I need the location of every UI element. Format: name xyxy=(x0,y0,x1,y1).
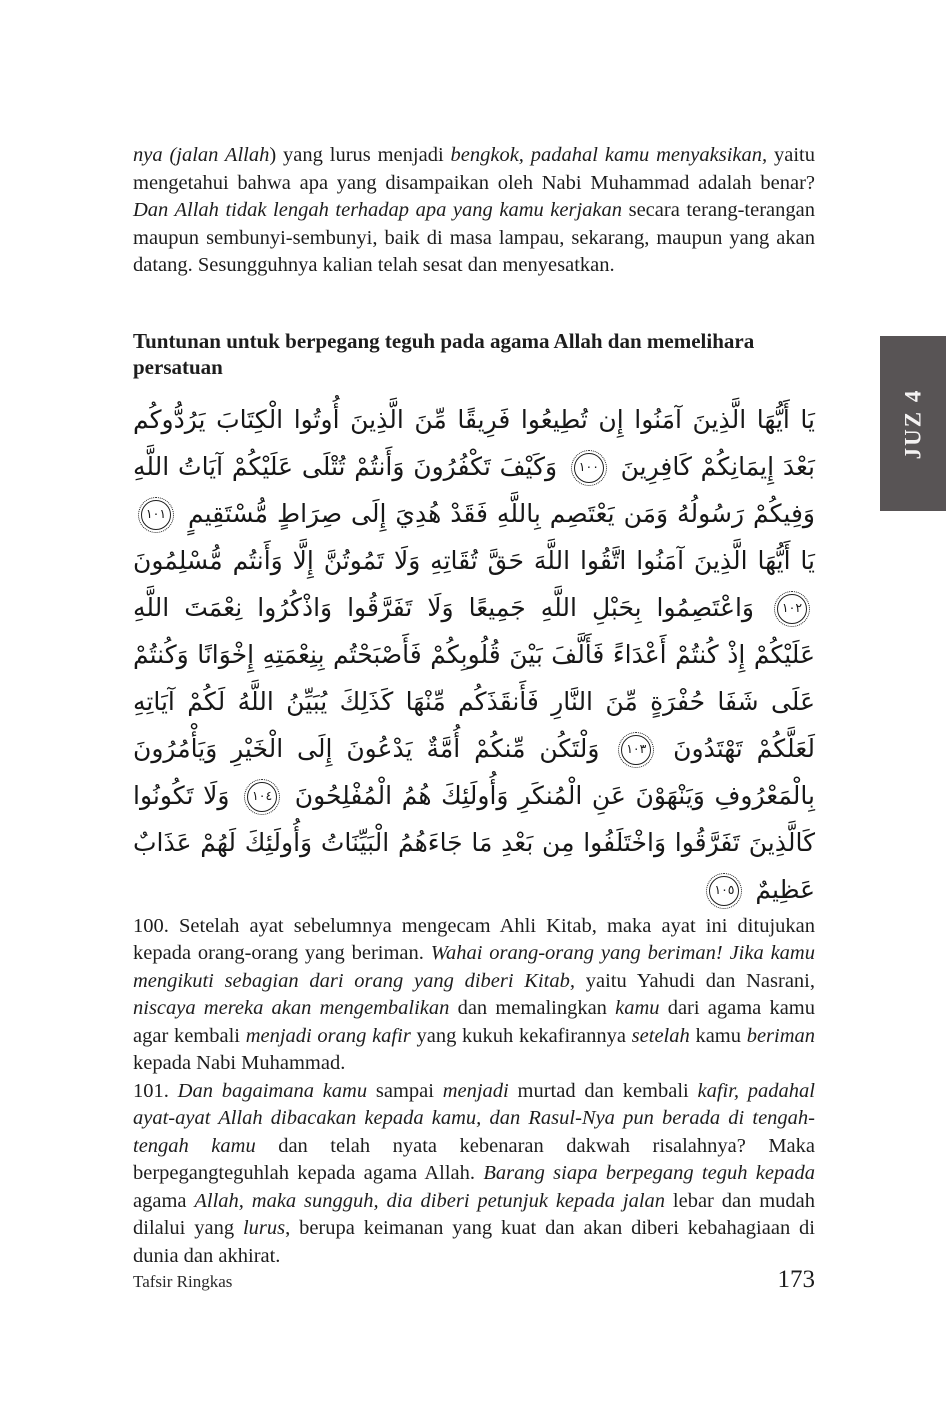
text-segment: يَا أَيُّهَا الَّذِينَ آمَنُوا اتَّقُوا اللَّهَ حَقَّ تُقَاتِهِ وَلَا تَمُوتُنَّ إِلَّا وَأَنتُم مُّسْلِمُونَ xyxy=(133,545,815,575)
text-segment: menjadi orang kafir xyxy=(245,1024,411,1047)
text-segment: niscaya mereka akan mengembalikan xyxy=(133,997,450,1019)
text-segment: beriman xyxy=(746,1024,816,1047)
text-segment: dan telah nyata kebenaran dakwah risalahnya? Maka berpegangteguhlah kepada agama Allah. xyxy=(133,1134,816,1184)
intro-paragraph xyxy=(133,142,815,280)
text-segment: yaitu Yahudi dan Nasrani, xyxy=(575,969,815,992)
text-segment: murtad dan kembali xyxy=(517,1079,698,1102)
text-segment: وَلْتَكُن مِّنكُمْ أُمَّةٌ يَدْعُونَ إِلَى الْخَيْرِ وَيَأْمُرُونَ بِالْمَعْرُوفِ وَيَنْهَوْنَ عَنِ الْمُنكَرِ وَأُولَئِكَ هُمُ الْمُفْلِحُونَ xyxy=(133,733,815,810)
footer-book-title: Tafsir Ringkas xyxy=(133,1272,233,1291)
quran-arabic-block xyxy=(133,396,815,913)
section-heading: Tuntunan untuk berpegang teguh pada agama Allah dan memelihara persatuan xyxy=(133,328,755,379)
text-segment: menjadi xyxy=(442,1079,518,1102)
text-segment: 100. Setelah ayat sebelumnya mengecam Ahli Kitab, maka ayat ini ditujukan kepada orang-orang yang beriman. xyxy=(133,914,815,964)
ayah-number-marker: ١٠٠ xyxy=(574,453,604,483)
text-segment: yang kukuh kekafirannya xyxy=(410,1024,632,1047)
text-segment: يَا أَيُّهَا الَّذِينَ آمَنُوا إِن تُطِيعُوا فَرِيقًا مِّنَ الَّذِينَ أُوتُوا الْكِتَابَ يَرُدُّوكُم بَعْدَ إِيمَانِكُمْ كَافِرِينَ xyxy=(133,404,815,481)
text-segment: dan memalingkan xyxy=(449,997,616,1019)
text-segment: وَلَا تَكُونُوا كَالَّذِينَ تَفَرَّقُوا وَاخْتَلَفُوا مِن بَعْدِ مَا جَاءَهُمُ الْبَيِّنَاتُ وَأُولَئِكَ لَهُمْ عَذَابٌ عَظِيمٌ xyxy=(133,780,815,904)
text-segment: sampai xyxy=(375,1079,443,1102)
ayah-number-marker: ١٠٣ xyxy=(621,735,651,765)
juz-tab xyxy=(880,336,946,511)
juz-tab-label: JUZ 4 xyxy=(900,388,926,459)
text-segment: Barang siapa berpegang teguh kepada xyxy=(483,1162,816,1184)
text-segment: yaitu mengetahui bahwa apa yang disampaikan oleh Nabi Muhammad adalah benar? xyxy=(133,144,815,194)
text-segment: nya (jalan Allah xyxy=(133,144,270,166)
text-segment: kamu xyxy=(689,1024,747,1047)
text-segment: Wahai orang-orang yang beriman! Jika kamu mengikuti sebagian dari orang yang diberi Kitab, xyxy=(133,942,815,992)
ayah-number-marker: ١٠١ xyxy=(141,500,171,530)
text-segment: ) yang lurus menjadi xyxy=(269,144,451,166)
ayah-number-marker: ١٠٤ xyxy=(247,782,277,812)
text-segment: lebar dan mudah dilalui yang xyxy=(133,1189,815,1239)
text-segment: وَكَيْفَ تَكْفُرُونَ وَأَنتُمْ تُتْلَى عَلَيْكُمْ آيَاتُ اللَّهِ وَفِيكُمْ رَسُولُهُ وَمَن يَعْتَصِم بِاللَّهِ فَقَدْ هُدِيَ إِلَى صِرَاطٍ مُّسْتَقِيمٍ xyxy=(133,451,815,528)
text-segment: Dan bagaimana kamu xyxy=(177,1079,376,1102)
text-segment: kafir, padahal ayat-ayat Allah dibacakan kepada kamu, dan Rasul-Nya pun berada di tengah-tengah kamu xyxy=(133,1079,816,1157)
page-number: 173 xyxy=(777,1266,815,1293)
text-segment: agama xyxy=(133,1189,195,1212)
text-segment: lurus xyxy=(242,1217,286,1239)
page-content xyxy=(133,142,815,1270)
text-segment: وَاعْتَصِمُوا بِحَبْلِ اللَّهِ جَمِيعًا وَلَا تَفَرَّقُوا وَاذْكُرُوا نِعْمَتَ اللَّهِ عَلَيْكُمْ إِذْ كُنتُمْ أَعْدَاءً فَأَلَّفَ بَيْنَ قُلُوبِكُمْ فَأَصْبَحْتُم بِنِعْمَتِهِ إِخْوَانًا وَكُنتُمْ عَلَى شَفَا حُفْرَةٍ مِّنَ النَّارِ فَأَنقَذَكُم مِّنْهَا كَذَلِكَ يُبَيِّنُ اللَّهُ لَكُمْ آيَاتِهِ لَعَلَّكُمْ تَهْتَدُونَ xyxy=(133,592,816,763)
ayah-number-marker: ١٠٥ xyxy=(709,876,739,906)
text-segment: setelah xyxy=(631,1024,690,1047)
text-segment: 101. xyxy=(133,1079,178,1102)
text-segment: secara terang-terangan maupun sembunyi-sembunyi, baik di masa lampau, sekarang, maupun yang akan datang. Sesungguhnya kalian telah sesat dan menyesatkan. xyxy=(133,199,815,276)
text-segment: kamu xyxy=(615,997,660,1019)
ayah-number-marker: ١٠٢ xyxy=(777,594,807,624)
page-footer xyxy=(133,1266,815,1294)
text-segment: dari agama kamu agar kembali xyxy=(133,997,815,1047)
text-segment: Allah, maka sungguh, dia diberi petunjuk kepada jalan xyxy=(194,1189,673,1212)
text-segment: Dan Allah tidak lengah terhadap apa yang kamu kerjakan xyxy=(133,199,623,221)
text-segment: bengkok, padahal kamu menyaksikan, xyxy=(450,144,768,166)
text-segment: kepada Nabi Muhammad. xyxy=(133,1052,346,1074)
commentary-paragraph-100 xyxy=(133,913,815,1078)
commentary-paragraph-101 xyxy=(133,1078,815,1271)
text-segment: , berupa keimanan yang kuat dan akan diberi kebahagiaan di dunia dan akhirat. xyxy=(133,1217,815,1267)
